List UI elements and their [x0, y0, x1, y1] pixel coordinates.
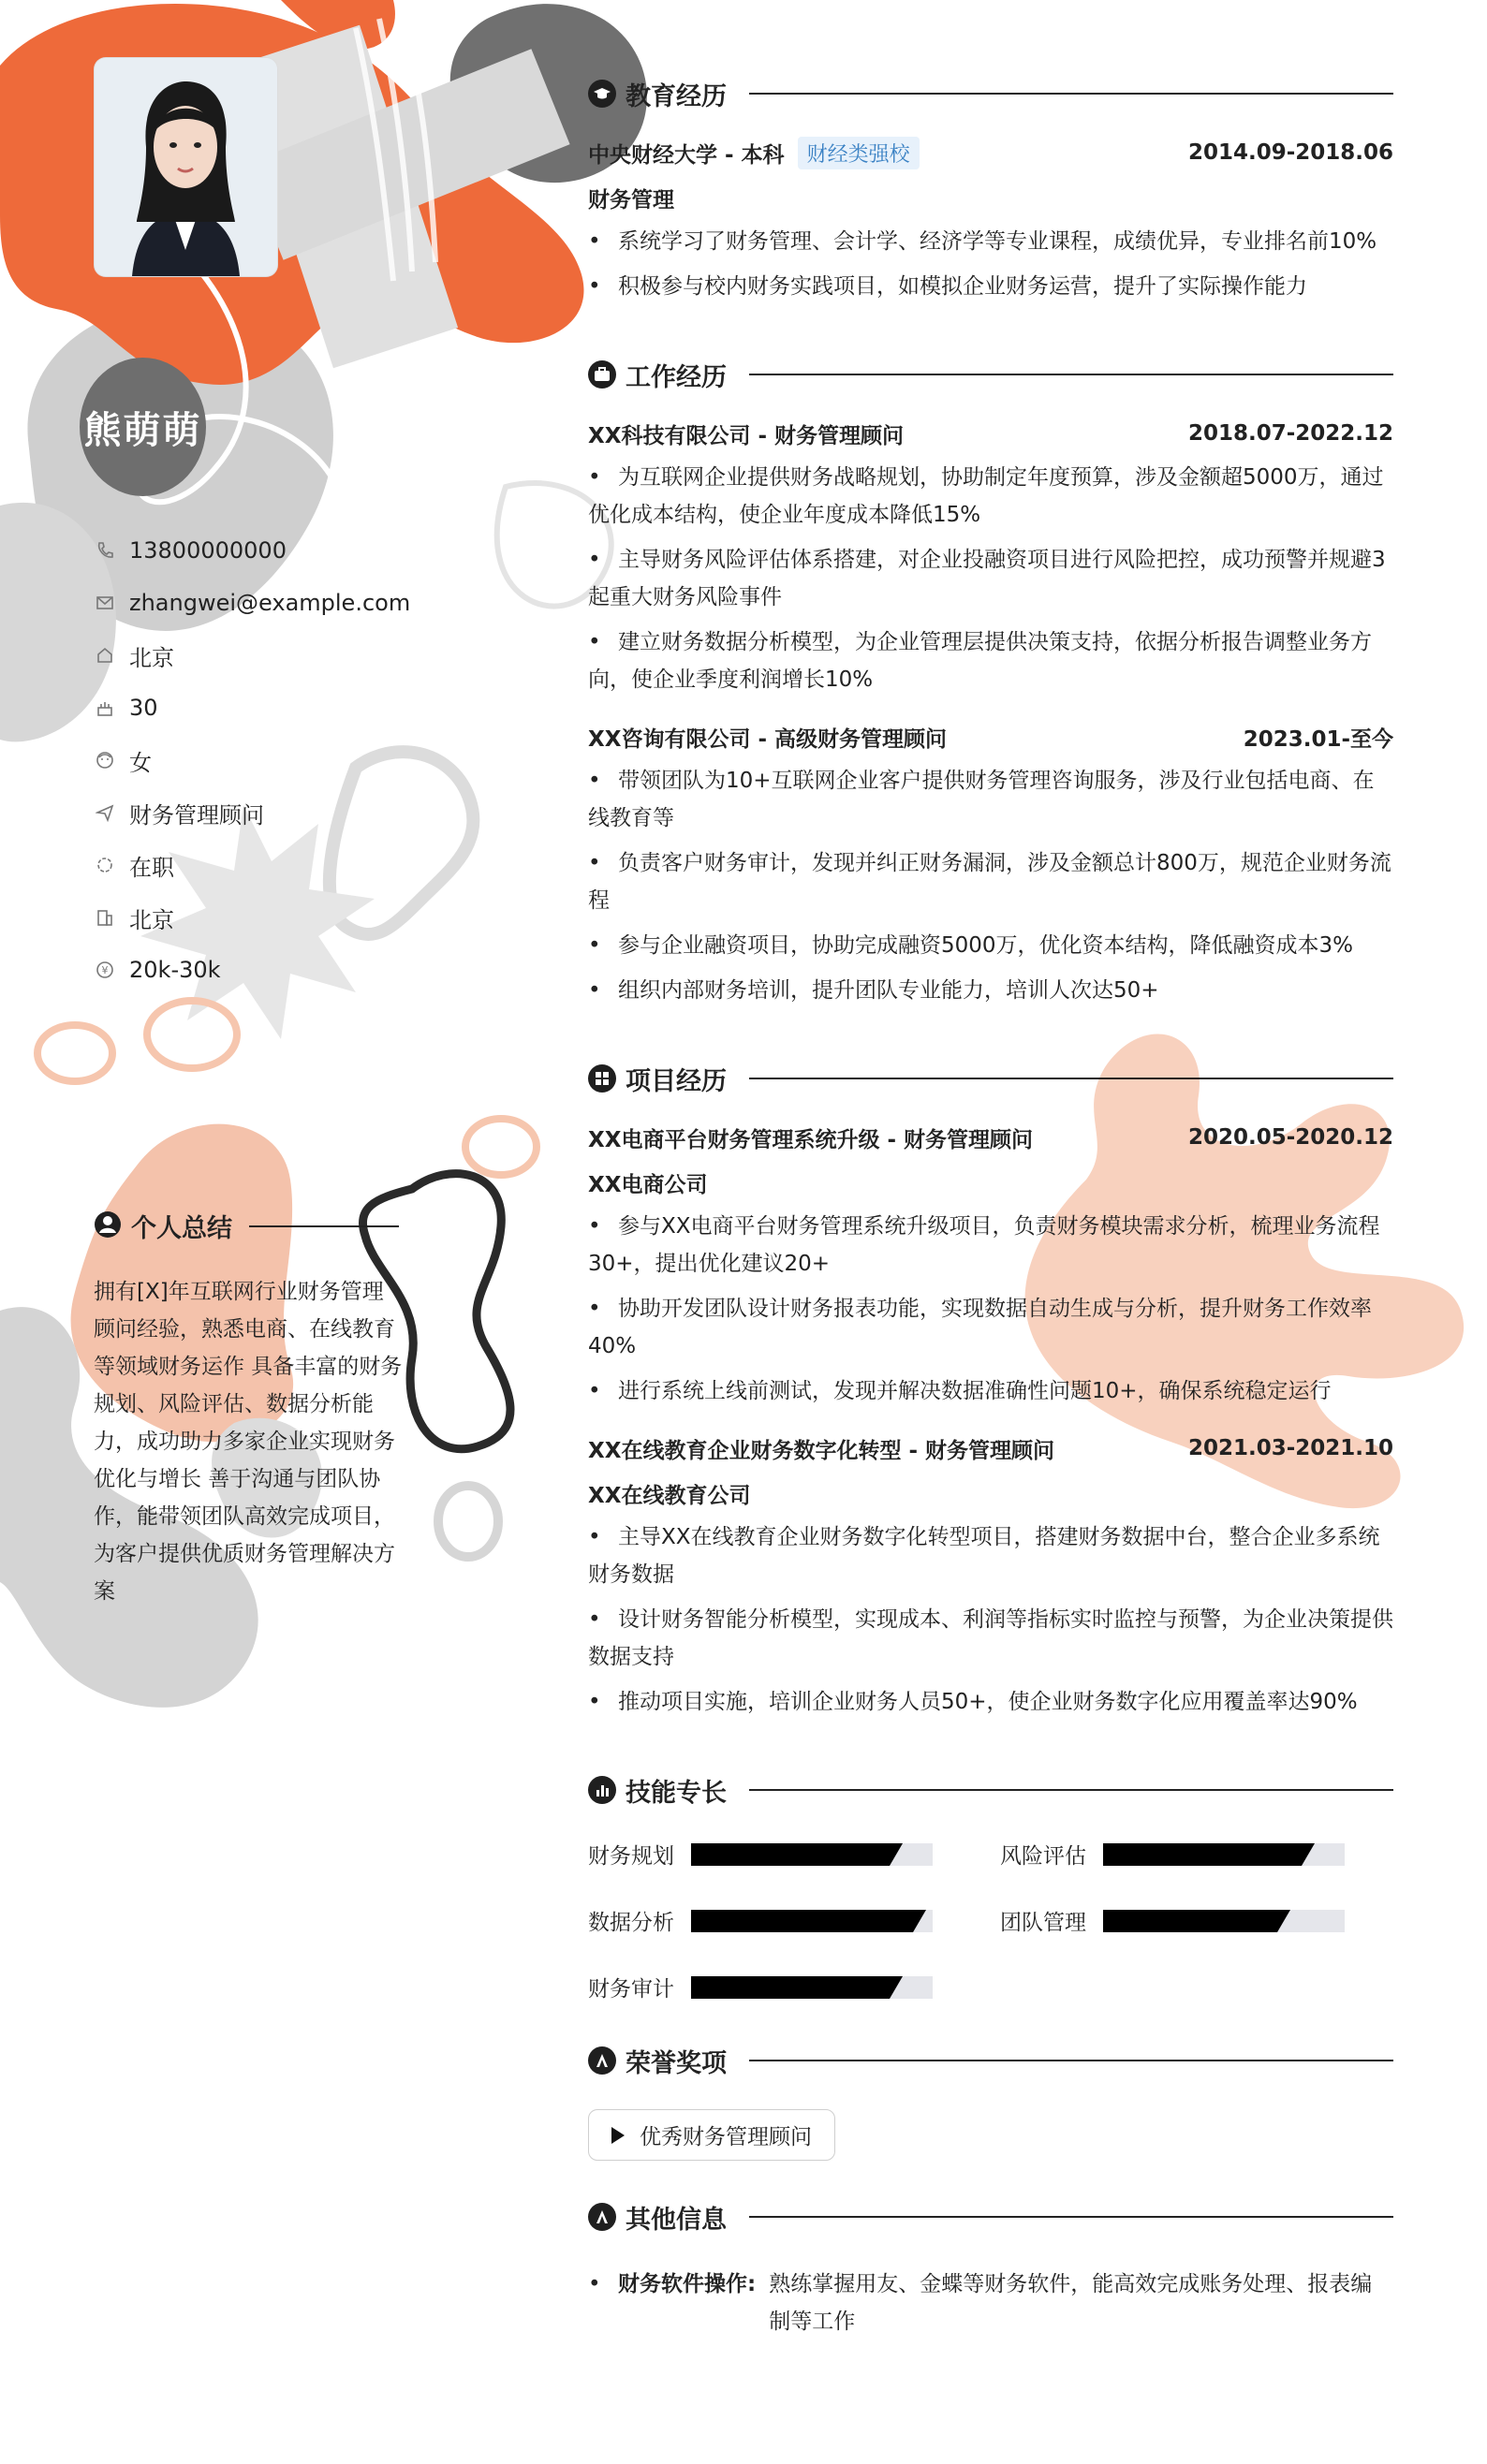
divider: [749, 2060, 1393, 2061]
list-item: • 主导XX在线教育企业财务数字化转型项目，搭建财务数据中台，整合企业多系统财务数据: [588, 1518, 1393, 1593]
divider: [749, 93, 1393, 95]
email-icon: [94, 592, 116, 614]
skill-level: [1103, 1910, 1277, 1932]
skill-level: [1103, 1843, 1302, 1866]
target-position: 财务管理顾问: [129, 801, 264, 829]
project-bullets: [588, 1208, 1393, 1410]
skill-name: 财务审计: [588, 1977, 674, 2002]
skill-bar: [691, 1976, 933, 1999]
building-icon: [94, 906, 116, 929]
status-icon: [94, 854, 116, 876]
job-status: 在职: [129, 854, 174, 881]
age: 30: [129, 695, 158, 721]
divider: [249, 1225, 399, 1227]
skill-name: 团队管理: [1000, 1911, 1086, 1935]
list-item: • 进行系统上线前测试，发现并解决数据准确性问题10+，确保系统稳定运行: [588, 1372, 1393, 1410]
job-entry-head: [588, 418, 1393, 449]
education-school-line: [588, 137, 920, 169]
school-name: 中央财经大学 - 本科: [588, 142, 785, 168]
gray-ring: [438, 1486, 498, 1557]
list-item: • 组织内部财务培训，提升团队专业能力，培训人次达50+: [588, 972, 1393, 1009]
project-bullets: [588, 1518, 1393, 1721]
awards-title: 荣誉奖项: [626, 2048, 727, 2078]
education-major: 财务管理: [588, 187, 674, 213]
divider: [749, 374, 1393, 375]
skill-item: [1000, 1905, 1393, 1936]
bar-chart-icon: [588, 1776, 616, 1804]
skill-item: [588, 1839, 1000, 1870]
list-item: • 积极参与校内财务实践项目，如模拟企业财务运营，提升了实际操作能力: [588, 268, 1393, 305]
list-item: • 参与XX电商平台财务管理系统升级项目，负责财务模块需求分析，梳理业务流程30+，提出优化建议20+: [588, 1208, 1393, 1283]
award-label: 优秀财务管理顾问: [640, 2125, 812, 2149]
education-heading: [588, 73, 1393, 114]
skill-level: [691, 1976, 890, 1999]
education-bullets: [588, 223, 1393, 305]
main-content: [588, 73, 1393, 2340]
email-address: zhangwei@example.com: [129, 590, 411, 616]
other-title: 其他信息: [626, 2205, 727, 2235]
info-icon: [588, 2203, 616, 2231]
education-title: 教育经历: [626, 81, 727, 111]
list-item: • 推动项目实施，培训企业财务人员50+，使企业财务数字化应用覆盖率达90%: [588, 1683, 1393, 1721]
skill-item: [588, 1905, 1000, 1936]
skills-title: 技能专长: [626, 1778, 727, 1808]
list-item: • 带领团队为10+互联网企业客户提供财务管理咨询服务，涉及行业包括电商、在线教育等: [588, 762, 1393, 837]
project-date: 2021.03-2021.10: [1187, 1436, 1393, 1460]
project-entry-head: [588, 1122, 1393, 1153]
graduation-cap-icon: [588, 80, 616, 108]
briefcase-icon: [588, 360, 616, 389]
list-item: • 协助开发团队设计财务报表功能，实现数据自动生成与分析，提升财务工作效率40%: [588, 1290, 1393, 1365]
info-salary: [94, 944, 410, 996]
grid-icon: [588, 1064, 616, 1093]
list-item: • 系统学习了财务管理、会计学、经济学等专业课程，成绩优异，专业排名前10%: [588, 223, 1393, 260]
awards-heading: [588, 2040, 1393, 2081]
job-date: 2023.01-至今: [1243, 726, 1393, 752]
work-title: 工作经历: [626, 362, 727, 392]
info-work-city: [94, 891, 410, 944]
skill-item: [1000, 1839, 1393, 1870]
skills-heading: [588, 1769, 1393, 1811]
education-entry-head: [588, 137, 1393, 169]
job-title: XX科技有限公司 - 财务管理顾问: [588, 423, 905, 448]
list-item: • 负责客户财务审计，发现并纠正财务漏洞，涉及金额总计800万，规范企业财务流程: [588, 844, 1393, 919]
gender: 女: [129, 749, 152, 776]
peach-ring: [37, 1025, 112, 1081]
project-date: 2020.05-2020.12: [1187, 1125, 1393, 1150]
project-title: XX在线教育企业财务数字化转型 - 财务管理顾问: [588, 1438, 1055, 1463]
expected-salary: 20k-30k: [129, 957, 221, 983]
name-badge: [80, 358, 206, 496]
skill-bar: [1103, 1843, 1345, 1866]
gender-icon: [94, 749, 116, 771]
divider: [749, 1789, 1393, 1791]
user-icon: [94, 1210, 122, 1242]
job-entry-head: [588, 721, 1393, 753]
skill-name: 风险评估: [1000, 1844, 1086, 1869]
award-icon: [588, 2046, 616, 2075]
info-age: [94, 682, 410, 734]
contact-info-list: [94, 524, 410, 996]
list-item: • 为互联网企业提供财务战略规划，协助制定年度预算，涉及金额超5000万，通过优化成本结构，使企业年度成本降低15%: [588, 459, 1393, 534]
summary-text: 拥有[X]年互联网行业财务管理顾问经验，熟悉电商、在线教育等领域财务运作 具备丰富的财务规划、风险评估、数据分析能力，成功助力多家企业实现财务优化与增长 善于沟通与团队协作，能带领团队高效完成项目，为客户提供优质财务管理解决方案: [94, 1280, 403, 1604]
projects-heading: [588, 1058, 1393, 1099]
skill-level: [691, 1843, 890, 1866]
skill-bar: [691, 1843, 933, 1866]
education-date: 2014.09-2018.06: [1187, 140, 1393, 165]
list-item: • 设计财务智能分析模型，实现成本、利润等指标实时监控与预警，为企业决策提供数据支持: [588, 1601, 1393, 1676]
skill-name: 数据分析: [588, 1911, 674, 1935]
job-title: XX咨询有限公司 - 高级财务管理顾问: [588, 726, 948, 752]
work-city: 北京: [129, 906, 174, 933]
summary-heading: [94, 1208, 399, 1244]
skill-bar: [691, 1910, 933, 1932]
skill-item: [588, 1972, 1000, 2002]
home-icon: [94, 644, 116, 667]
cake-icon: [94, 697, 116, 719]
peach-ring: [465, 1119, 537, 1175]
summary-title: 个人总结: [131, 1214, 232, 1243]
info-phone: [94, 524, 410, 577]
phone-number: 13800000000: [129, 537, 287, 564]
info-gender: [94, 734, 410, 786]
divider: [749, 2216, 1393, 2218]
info-email: [94, 577, 410, 629]
phone-icon: [94, 539, 116, 562]
job-date: 2018.07-2022.12: [1187, 421, 1393, 446]
list-item: • 参与企业融资项目，协助完成融资5000万，优化资本结构，降低融资成本3%: [588, 927, 1393, 964]
city: 北京: [129, 644, 174, 671]
profile-photo: [95, 58, 277, 276]
list-item: • 主导财务风险评估体系搭建，对企业投融资项目进行风险把控，成功预警并规避3起重大财务风险事件: [588, 541, 1393, 616]
candidate-name: 熊萌萌: [83, 408, 202, 452]
work-heading: [588, 354, 1393, 395]
skill-bar: [1103, 1910, 1345, 1932]
award-item: [588, 2109, 835, 2161]
send-icon: [94, 801, 116, 824]
svg-text:¥: ¥: [101, 964, 109, 976]
project-title: XX电商平台财务管理系统升级 - 财务管理顾问: [588, 1127, 1034, 1152]
school-tag: 财经类强校: [798, 137, 920, 169]
other-heading: [588, 2196, 1393, 2237]
project-entry-head: [588, 1432, 1393, 1464]
project-company: XX电商公司: [588, 1172, 708, 1197]
list-item: • 建立财务数据分析模型，为企业管理层提供决策支持，依据分析报告调整业务方向，使企业季度利润增长10%: [588, 623, 1393, 698]
info-position: [94, 786, 410, 839]
projects-title: 项目经历: [626, 1066, 727, 1096]
info-city: [94, 629, 410, 682]
skill-name: 财务规划: [588, 1844, 674, 1869]
job-bullets: [588, 762, 1393, 1009]
skill-level: [691, 1910, 913, 1932]
info-status: [94, 839, 410, 891]
other-info-key: 财务软件操作:: [618, 2272, 757, 2296]
project-company: XX在线教育公司: [588, 1483, 751, 1508]
other-info-value: 熟练掌握用友、金蝶等财务软件，能高效完成账务处理、报表编制等工作: [769, 2272, 1373, 2334]
salary-icon: [94, 959, 116, 981]
other-info-item: • 财务软件操作: 熟练掌握用友、金蝶等财务软件，能高效完成账务处理、报表编制等工作: [588, 2266, 1393, 2340]
divider: [749, 1078, 1393, 1079]
skills-grid: [588, 1839, 1393, 2002]
play-icon: [611, 2127, 625, 2144]
job-bullets: [588, 459, 1393, 698]
